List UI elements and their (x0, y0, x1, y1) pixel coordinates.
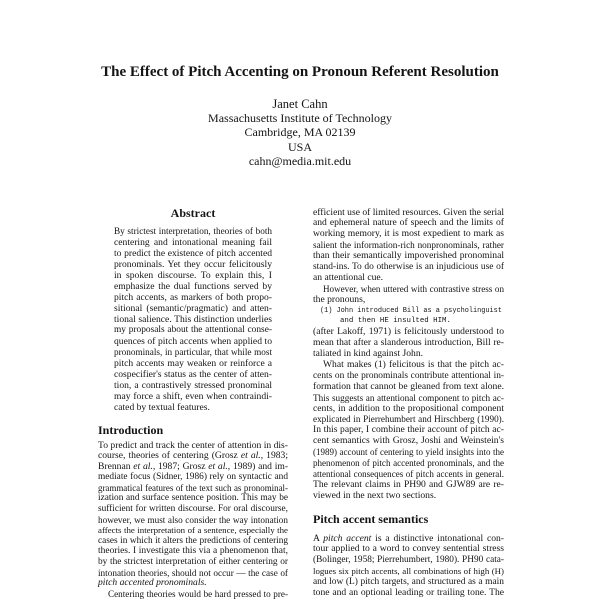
line-text (114, 259, 272, 270)
text-line (98, 557, 288, 568)
roman-text: mean that after a slanderous introduction, Bill re- (313, 337, 504, 349)
text-line (114, 380, 272, 391)
line-text (114, 347, 272, 357)
roman-text: quences of pitch accents when applied to (114, 335, 272, 347)
line-text (313, 435, 504, 446)
roman-text: to predict the existence of pitch accented (114, 247, 272, 259)
text-line (98, 536, 288, 547)
roman-text: pitch accents, as markers of both propo- (114, 291, 272, 303)
text-line (114, 270, 272, 281)
roman-text: is a distinctive intonational con- (371, 532, 504, 544)
introduction-heading: Introduction (98, 423, 164, 437)
line-text (313, 533, 504, 544)
line-text (313, 566, 504, 576)
paragraph-contrastive-stress (313, 284, 504, 306)
line-text (98, 450, 288, 461)
roman-text: however, we must also consider the way intonation (98, 514, 288, 525)
roman-text: in spoken discourse. To explain this, I (114, 269, 272, 281)
italic-text: et al. (133, 460, 153, 472)
roman-text: affects the interpretation of a sentence, especially the (98, 525, 288, 536)
roman-text: intonation theories, should not occur — the case of (98, 567, 288, 578)
text-line (98, 578, 288, 589)
roman-text: (1) John introduced Bill as a psycholinguist (320, 306, 502, 315)
line-text (98, 472, 288, 482)
roman-text: and ephemeral nature of speech and the limits of (313, 217, 504, 229)
text-line (114, 347, 272, 358)
roman-text: grammatical features of the text such as pronominal- (98, 482, 288, 493)
text-line (98, 493, 288, 504)
line-text (98, 493, 288, 503)
roman-text: my proposals about the attentional conse- (114, 324, 272, 335)
text-line (98, 462, 288, 473)
text-line (313, 382, 504, 393)
author-city: Cambridge, MA 02139 (244, 125, 356, 140)
roman-text: mediate focus (Sidner, 1986) rely on syntactic and (98, 472, 288, 483)
text-line (114, 303, 272, 314)
text-line (313, 295, 504, 306)
roman-text: By strictest interpretation, theories of both (114, 225, 272, 236)
line-text (313, 217, 504, 228)
roman-text: cents on the pronominals contribute attentional in- (313, 370, 504, 381)
line-text (313, 424, 504, 435)
roman-text: A (313, 532, 324, 544)
roman-text: pitch accents may weaken or reinforce a (114, 358, 272, 370)
text-line (114, 226, 272, 237)
line-text (313, 555, 504, 565)
line-text (313, 272, 383, 283)
text-line (114, 314, 272, 325)
introduction-paragraph-1 (98, 441, 288, 589)
roman-text: salient the information-rich nonpronominals, rather (313, 240, 504, 251)
line-text (98, 557, 288, 567)
line-text (114, 369, 272, 380)
roman-text: viewed in the next two sections. (313, 489, 437, 501)
text-line (114, 292, 272, 303)
roman-text: However, when uttered with contrastive stress on (323, 283, 504, 294)
line-text (313, 337, 504, 348)
roman-text: working memory, it is most expedient to mark as (313, 228, 504, 240)
text-line (313, 555, 504, 566)
roman-text: and then HE insulted HIM. (340, 317, 451, 326)
line-text (114, 391, 272, 402)
text-line (98, 504, 288, 515)
roman-text: an attentional cue. (313, 271, 384, 283)
line-text (313, 393, 504, 403)
roman-text: , 1989) and im- (227, 460, 289, 472)
line-text (340, 317, 451, 325)
line-text (98, 536, 288, 546)
line-text (313, 381, 504, 392)
line-text (313, 240, 504, 250)
line-text (114, 358, 272, 369)
roman-text: centering and intonational meaning fail (114, 236, 272, 248)
line-text (313, 348, 423, 359)
roman-text: theories. I investigate this via a phenomenon that, (98, 546, 288, 557)
roman-text: tion, a contrastively stressed pronominal (114, 380, 272, 392)
example-sentence (313, 306, 504, 328)
roman-text: explicated in Pierrehumbert and Hirschberg (1990). (313, 414, 504, 425)
text-line (313, 566, 504, 577)
line-text (313, 250, 504, 261)
line-text (313, 577, 504, 587)
text-line (114, 248, 272, 259)
text-line (98, 483, 288, 494)
abstract-body (114, 226, 272, 414)
text-line (114, 402, 272, 413)
roman-text: may force a shift, even when contraindi- (114, 391, 272, 403)
roman-text: taliated in kind against John. (313, 348, 424, 360)
text-line (313, 588, 504, 599)
pitch-accent-paragraph (313, 534, 504, 599)
line-text (108, 589, 288, 599)
roman-text: , 1987; Grosz (152, 460, 209, 472)
text-line (98, 546, 288, 557)
line-text (313, 371, 504, 381)
roman-text: In this paper, I combine their account of pitch ac- (313, 424, 504, 436)
roman-text: pronominals, in particular, that while most (114, 347, 272, 358)
roman-text: cent semantics with Grosz, Joshi and Weinstein's (313, 435, 504, 447)
line-text (313, 458, 504, 468)
text-line (98, 525, 288, 536)
line-text (313, 447, 504, 457)
line-text (313, 262, 504, 272)
line-text (114, 303, 272, 314)
author-email: cahn@media.mit.edu (248, 153, 352, 168)
roman-text: The relevant claims in PH90 and GJW89 are re- (313, 478, 504, 490)
paragraph-continued (313, 208, 504, 284)
roman-text: attentional consequences of pitch accents in general. (313, 468, 504, 479)
text-line (98, 589, 288, 600)
roman-text: ization and surface sentence position. This may be (98, 493, 288, 504)
line-text (98, 504, 288, 514)
paragraph-felicitous (313, 360, 504, 502)
line-text (313, 207, 504, 218)
text-line (114, 281, 272, 292)
text-line (114, 336, 272, 347)
text-line (313, 404, 504, 415)
roman-text: course, theories of centering (Grosz (98, 450, 241, 462)
text-line (114, 325, 272, 336)
line-text (98, 461, 288, 472)
text-line (313, 544, 504, 555)
roman-text: phenomenon of pitch accented pronominals, and the (313, 457, 504, 468)
introduction-body (98, 441, 288, 600)
line-text (313, 326, 504, 337)
roman-text: formation that cannot be gleaned from text alone. (313, 380, 504, 392)
text-line (313, 447, 504, 458)
roman-text: pronominals. Yet they occur felicitously (114, 258, 272, 270)
roman-text: stand-ins. To do otherwise is an injudicious use of (313, 261, 504, 272)
roman-text: efficient use of limited resources. Given the serial (313, 206, 505, 218)
line-text (114, 270, 272, 281)
roman-text: (Bolinger, 1958; Pierrehumbert, 1980). PH90 cata- (313, 555, 504, 566)
text-line (313, 360, 504, 371)
line-text (313, 490, 436, 501)
line-text (313, 403, 504, 414)
roman-text: Brennan (98, 460, 134, 472)
line-text (98, 440, 288, 451)
roman-text: and low (L) pitch targets, and structured as a main (313, 577, 504, 588)
line-text (114, 325, 272, 335)
roman-text: emphasize the dual functions served by (114, 280, 272, 292)
line-text (98, 483, 288, 493)
roman-text: (after Lakoff, 1971) is felicitously understood to (313, 326, 504, 338)
roman-text: sufficient for written discourse. For oral discourse, (98, 504, 288, 515)
line-text (323, 359, 504, 370)
author-country: USA (287, 139, 312, 154)
pitch-accent-semantics-body (313, 534, 504, 599)
abstract-heading: Abstract (170, 206, 216, 220)
right-column (313, 208, 504, 502)
line-text (114, 314, 272, 325)
roman-text: logues six pitch accents, all combinations of high (H) (313, 566, 504, 577)
author-block (0, 97, 600, 168)
line-text (320, 307, 502, 315)
text-line (114, 391, 272, 402)
roman-text: What makes (1) felicitous is that the pitch ac- (323, 358, 504, 370)
line-text (313, 587, 504, 598)
line-text (323, 284, 504, 294)
text-line (313, 229, 504, 240)
line-text (114, 226, 272, 236)
line-text (98, 515, 288, 525)
line-text (114, 336, 272, 347)
line-text (114, 380, 272, 391)
text-line (114, 237, 272, 248)
text-line (313, 251, 504, 262)
author-name: Janet Cahn (272, 97, 328, 111)
author-affiliation: Massachusetts Institute of Technology (208, 111, 392, 126)
line-text (313, 479, 504, 490)
line-text (114, 292, 272, 303)
introduction-paragraph-2 (98, 589, 288, 600)
line-text (114, 237, 272, 248)
roman-text: than their semantically impoverished pronominal (313, 250, 504, 262)
roman-text: the pronouns, (313, 293, 366, 305)
roman-text: by the strictest interpretation of either centering or (98, 557, 288, 568)
line-text (98, 525, 288, 535)
line-text (114, 281, 272, 292)
text-line (114, 259, 272, 270)
roman-text: To predict and track the center of attention in dis- (98, 439, 288, 451)
line-text (313, 469, 504, 479)
italic-text: pitch accent (323, 532, 372, 544)
text-line (313, 306, 504, 317)
roman-text: cated by textual features. (114, 402, 210, 414)
roman-text: cospecifier's status as the center of atten- (114, 369, 272, 381)
line-text (98, 568, 288, 578)
line-text (98, 577, 207, 588)
line-text (313, 228, 504, 239)
italic-text: et al. (208, 460, 228, 472)
text-line (313, 273, 504, 284)
abstract-paragraph (114, 226, 272, 414)
line-text (313, 543, 504, 554)
line-text (98, 546, 288, 556)
roman-text: tional salience. This distinction underlies (114, 313, 272, 325)
italic-text: pitch accented pronominals. (98, 577, 207, 589)
roman-text: cases in which it alters the predictions of centering (98, 535, 288, 546)
roman-text: cents, in addition to the propositional component (313, 402, 504, 414)
roman-text: (1989) account of centering to yield insights into the (313, 447, 504, 458)
roman-text: tour applied to a word to convey sentential stress (313, 543, 504, 555)
text-line (313, 491, 504, 502)
text-line (313, 458, 504, 469)
line-text (313, 414, 504, 424)
paragraph-lakoff (313, 327, 504, 360)
line-text (313, 294, 365, 305)
roman-text: sitional (semantic/pragmatic) and atten- (114, 302, 272, 314)
text-line (114, 358, 272, 369)
italic-text: et al. (240, 450, 261, 462)
roman-text: , 1983; (260, 450, 289, 462)
roman-text: Centering theories would be hard pressed to pre- (108, 588, 288, 599)
roman-text: tone and an optional leading or trailing tone. The (313, 586, 504, 598)
text-line (114, 369, 272, 380)
text-line (98, 515, 288, 526)
roman-text: This suggests an attentional component to pitch ac- (313, 392, 504, 403)
line-text (114, 402, 210, 413)
line-text (114, 248, 272, 259)
paper-title: The Effect of Pitch Accenting on Pronoun Referent Resolution (101, 64, 499, 80)
text-line (98, 472, 288, 483)
text-line (313, 436, 504, 447)
pitch-accent-semantics-heading: Pitch accent semantics (313, 512, 429, 526)
